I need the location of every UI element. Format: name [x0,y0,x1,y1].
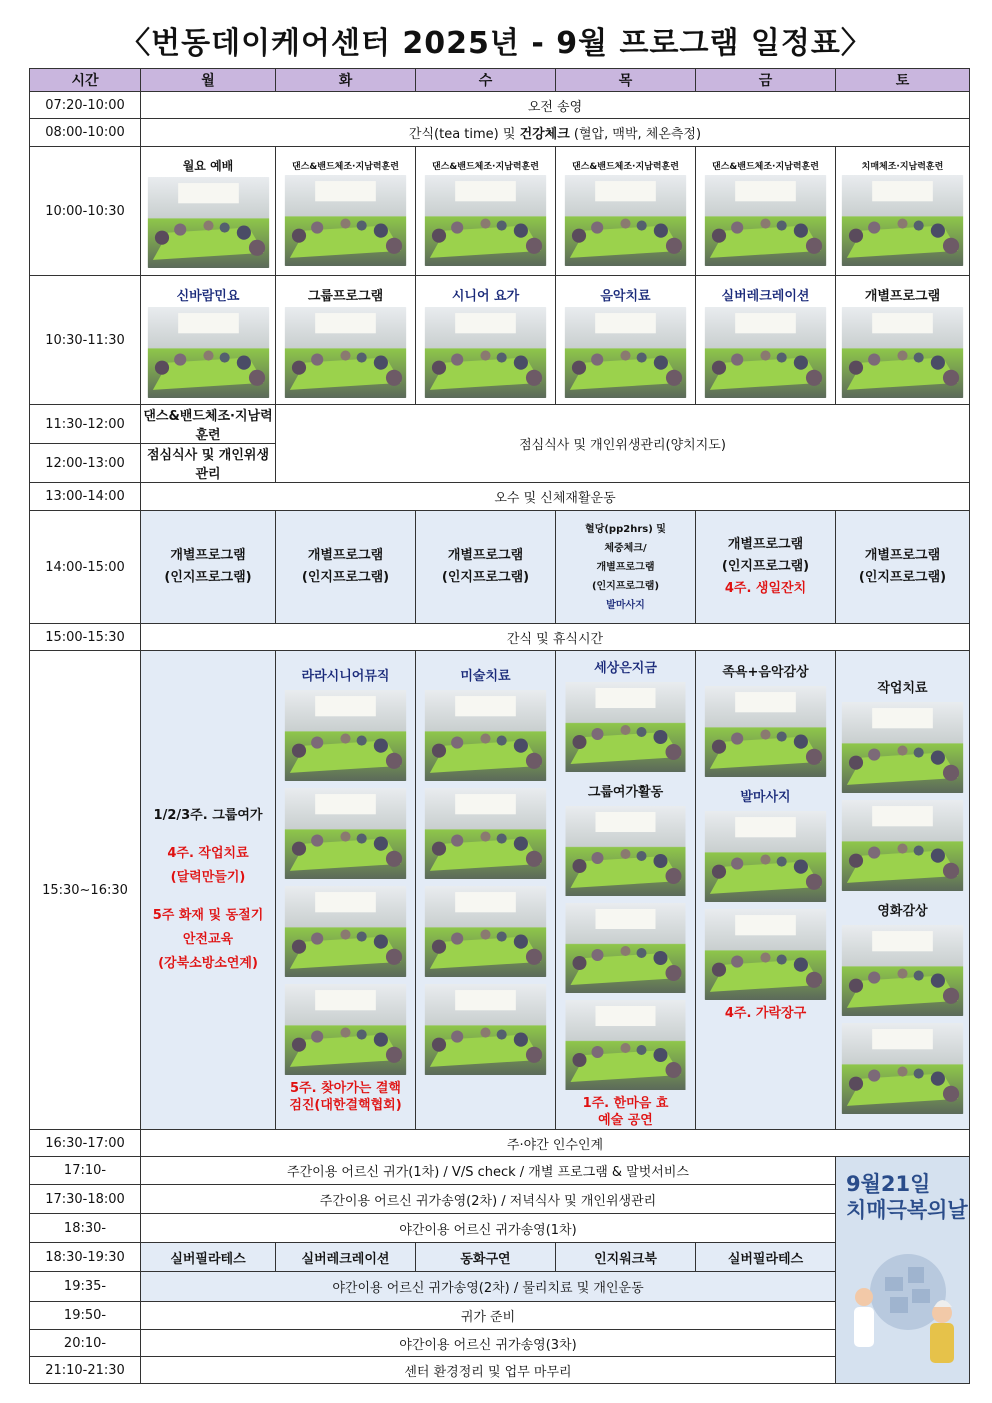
activity-photo [147,177,270,268]
line: (인지프로그램) [164,570,252,585]
activity-photo [564,806,687,896]
row-1730 [30,1185,970,1214]
fri-cell [696,511,836,624]
sat-cell [836,511,970,624]
row-evening-programs [30,1243,970,1272]
activity-photo [424,886,547,977]
row-afternoon [30,651,970,1130]
header-wed: 수 [416,69,556,92]
wed-cell: 동화구연 [416,1243,556,1272]
activity-photo [704,909,827,1000]
line: 체중체크/ [604,542,647,554]
dementia-day-poster [836,1157,970,1384]
fri-cell [696,276,836,405]
activity-cell: 오수 및 신체재활운동 [141,483,970,511]
activity-photo [424,175,547,266]
mon-cell [141,147,276,276]
line: 혈당(pp2hrs) 및 [585,523,666,535]
activity-photo [147,307,270,398]
activity-cell: 야간이용 어르신 귀가송영(3차) [141,1330,836,1357]
line: 5주 화재 및 동절기 [152,908,264,923]
header-fri: 금 [696,69,836,92]
program-label: 댄스&밴드체조·지남력훈련 [432,161,539,172]
wed-cell [416,147,556,276]
time-cell: 11:30-12:00 [30,405,141,444]
row-morning-exercise [30,147,970,276]
time-cell: 07:20-10:00 [30,92,141,119]
program-label: 세상은지금 [594,661,657,676]
activity-photo [704,686,827,777]
activity-cell: 주·야간 인수인계 [141,1130,970,1157]
activity-photo [841,1023,964,1114]
time-cell: 15:30~16:30 [30,651,141,1130]
fri-cell [696,651,836,1130]
activity-photo [424,307,547,398]
program-label: 미술치료 [460,669,511,684]
program-label: 댄스&밴드체조·지남력훈련 [572,161,679,172]
mon-cell [141,651,276,1130]
line: (인지프로그램) [721,559,810,574]
activity-cell: 오전 송영 [141,92,970,119]
row-1950 [30,1302,970,1330]
caption-line: 예술 공연 [598,1113,653,1128]
activity-photo [424,690,547,781]
activity-photo [564,682,687,772]
wed-cell [416,511,556,624]
line: (인지프로그램) [301,570,390,585]
activity-photo [564,903,687,993]
activity-photo [424,788,547,879]
activity-cell: 주간이용 어르신 귀가(1차) / V/S check / 개별 프로그램 & 말벗서비스 [141,1157,836,1185]
row-group-programs [30,276,970,405]
activity-photo [564,307,687,398]
activity-photo [284,175,407,266]
caption-line: 검진(대한결핵협회) [289,1098,402,1113]
time-cell: 18:30-19:30 [30,1243,141,1272]
program-label: 개별프로그램 [864,288,941,304]
sat-cell [836,147,970,276]
header-row [30,69,970,92]
line: (인지프로그램) [591,580,660,592]
activity-cell: 점심식사 및 개인위생관리(양치지도) [276,405,970,483]
row-1830 [30,1214,970,1243]
activity-cell: 야간이용 어르신 귀가송영(2차) / 물리치료 및 개인운동 [141,1272,836,1302]
program-label: 댄스&밴드체조·지남력훈련 [292,161,399,172]
tue-cell [276,651,416,1130]
tue-cell [276,147,416,276]
time-cell: 17:10- [30,1157,141,1185]
line: 개별프로그램 [596,561,655,573]
fri-cell: 실버필라테스 [696,1243,836,1272]
time-cell: 08:00-10:00 [30,119,141,147]
activity-photo [284,690,407,781]
program-label: 실버레크레이션 [721,288,810,304]
time-cell: 12:00-13:00 [30,444,141,483]
tue-cell [276,276,416,405]
line: 발마사지 [606,599,645,611]
line: 개별프로그램 [307,548,384,563]
program-label: 신바람민요 [176,288,240,304]
mon-cell: 점심식사 및 개인위생관리 [141,444,276,483]
time-cell: 21:10-21:30 [30,1357,141,1384]
activity-cell: 야간이용 어르신 귀가송영(1차) [141,1214,836,1243]
program-label: 시니어 요가 [451,288,520,304]
caption-line: 5주. 찾아가는 결핵 [290,1081,401,1096]
program-label: 라라시니어뮤직 [301,669,390,684]
sat-cell [836,651,970,1130]
line: 개별프로그램 [864,548,941,563]
row-cognitive [30,511,970,624]
activity-cell: 센터 환경정리 및 업무 마무리 [141,1357,836,1384]
time-cell: 14:00-15:00 [30,511,141,624]
thu-cell [556,511,696,624]
wed-cell [416,276,556,405]
activity-cell: 귀가 준비 [141,1302,836,1330]
time-cell: 10:00-10:30 [30,147,141,276]
header-thu: 목 [556,69,696,92]
header-time: 시간 [30,69,141,92]
brain-illustration [850,1237,956,1365]
mon-cell [141,276,276,405]
time-cell: 20:10- [30,1330,141,1357]
activity-photo [284,788,407,879]
mon-cell: 댄스&밴드체조·지남력훈련 [141,405,276,444]
line: (인지프로그램) [441,570,530,585]
time-cell: 10:30-11:30 [30,276,141,405]
activity-photo [841,925,964,1016]
activity-photo [284,886,407,977]
activity-text-bold: 건강체크 [519,127,570,142]
time-cell: 18:30- [30,1214,141,1243]
poster-line: 9월21일 [846,1172,931,1196]
poster-line: 치매극복의날 [846,1198,968,1222]
activity-cell [141,119,970,147]
activity-text: 간식(tea time) 및 [408,127,520,142]
line: (강북소방소연계) [158,956,258,971]
program-label: 월요 예배 [182,158,234,173]
time-cell: 13:00-14:00 [30,483,141,511]
activity-photo [704,811,827,902]
line: (달력만들기) [170,870,246,885]
activity-photo [284,984,407,1075]
time-cell: 15:00-15:30 [30,624,141,651]
activity-photo [704,175,827,266]
tue-cell [276,511,416,624]
activity-text: (혈압, 맥박, 체온측정) [569,127,702,142]
activity-photo [704,307,827,398]
line: (인지프로그램) [858,570,947,585]
fri-cell [696,147,836,276]
sat-cell [836,276,970,405]
line: 안전교육 [182,932,234,947]
activity-cell: 주간이용 어르신 귀가송영(2차) / 저녁식사 및 개인위생관리 [141,1185,836,1214]
thu-cell [556,276,696,405]
line: 개별프로그램 [727,537,804,552]
line: 4주. 작업치료 [167,846,249,861]
thu-cell: 인지워크북 [556,1243,696,1272]
program-label: 댄스&밴드체조·지남력훈련 [712,161,819,172]
row-1935 [30,1272,970,1302]
tue-cell: 실버레크레이션 [276,1243,416,1272]
program-label: 작업치료 [877,681,928,696]
program-label: 그룹여가활동 [587,785,664,800]
activity-photo [841,175,964,266]
row-2110 [30,1357,970,1384]
row-handover [30,1130,970,1157]
thu-cell [556,147,696,276]
activity-photo [564,175,687,266]
time-cell: 19:50- [30,1302,141,1330]
activity-cell: 간식 및 휴식시간 [141,624,970,651]
mon-cell: 실버필라테스 [141,1243,276,1272]
caption-line: 1주. 한마음 효 [582,1096,669,1111]
time-cell: 16:30-17:00 [30,1130,141,1157]
activity-photo [424,984,547,1075]
program-label: 영화감상 [877,904,928,919]
header-sat: 토 [836,69,970,92]
program-label: 음악치료 [600,288,651,304]
mon-cell [141,511,276,624]
caption-line: 4주. 가락장구 [724,1006,807,1021]
line: 1/2/3주. 그룹여가 [153,808,263,823]
program-label: 치매체조·지남력훈련 [861,161,944,172]
row-health-check [30,119,970,147]
activity-photo [841,307,964,398]
header-mon: 월 [141,69,276,92]
row-lunch-1 [30,405,970,444]
schedule-table [29,68,970,1384]
line: 4주. 생일잔치 [724,581,807,596]
header-tue: 화 [276,69,416,92]
activity-photo [284,307,407,398]
row-morning-pickup [30,92,970,119]
row-2010 [30,1330,970,1357]
row-nap [30,483,970,511]
thu-cell [556,651,696,1130]
program-label: 그룹프로그램 [307,288,384,304]
activity-photo [564,1000,687,1090]
row-1710 [30,1157,970,1185]
page-title: 〈번동데이케어센터 2025년 - 9월 프로그램 일정표〉 [120,26,872,61]
wed-cell [416,651,556,1130]
program-label: 족욕+음악감상 [722,665,809,680]
line: 개별프로그램 [170,548,246,563]
time-cell: 19:35- [30,1272,141,1302]
program-label: 발마사지 [740,790,791,805]
line: 개별프로그램 [447,548,524,563]
time-cell: 17:30-18:00 [30,1185,141,1214]
activity-photo [841,702,964,793]
row-snack [30,624,970,651]
activity-photo [841,800,964,891]
